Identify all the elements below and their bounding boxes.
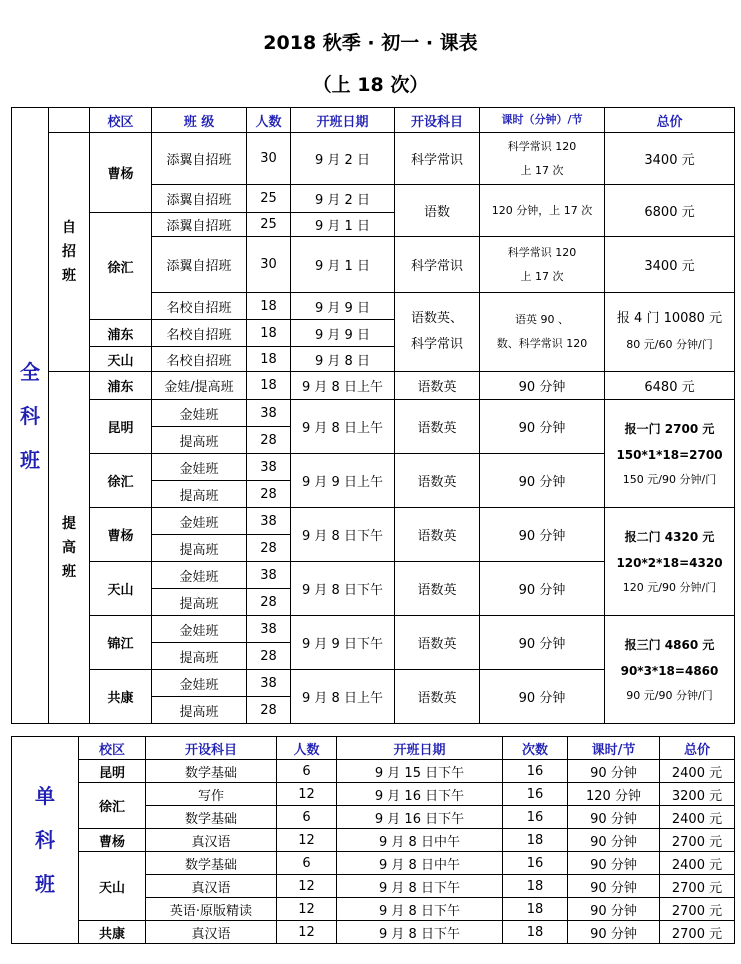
- hours-cell: 90 分钟: [568, 806, 660, 829]
- single-section-label: 单 科 班: [12, 737, 79, 944]
- header-hours: 课时/节: [568, 737, 660, 760]
- campus-cell: 曹杨: [79, 829, 146, 852]
- count-cell: 18: [247, 347, 291, 372]
- subject-cell: 数学基础: [146, 852, 277, 875]
- hours-cell: 90 分钟: [568, 760, 660, 783]
- hours-cell: 90 分钟: [568, 875, 660, 898]
- adv-group-label: 提 高 班: [49, 372, 90, 724]
- hours-cell: 90 分钟: [568, 898, 660, 921]
- class-cell: 名校自招班: [152, 347, 247, 372]
- subject-cell: 语数英、 科学常识: [395, 293, 480, 372]
- class-cell: 金娃班: [152, 508, 247, 535]
- price-cell: 6800 元: [605, 185, 735, 237]
- table-row: [12, 760, 735, 783]
- date-cell: 9 月 8 日: [291, 347, 395, 372]
- count-cell: 28: [247, 589, 291, 616]
- price-cell: 6480 元: [605, 372, 735, 400]
- table-row: [12, 829, 735, 852]
- subject-cell: 语数英: [395, 616, 480, 670]
- class-cell: 金娃班: [152, 616, 247, 643]
- price-cell: 2700 元: [660, 875, 735, 898]
- full-section-label: 全 科 班: [12, 108, 49, 724]
- campus-cell: 共康: [79, 921, 146, 944]
- count-cell: 38: [247, 562, 291, 589]
- count-cell: 25: [247, 213, 291, 237]
- header-price: 总价: [660, 737, 735, 760]
- hours-cell: 90 分钟: [568, 852, 660, 875]
- date-cell: 9 月 9 日下午: [291, 616, 395, 670]
- count-cell: 12: [277, 875, 337, 898]
- class-cell: 金娃班: [152, 454, 247, 481]
- page-subtitle: （上 18 次）: [312, 74, 429, 96]
- hours-cell: 120 分钟，上 17 次: [480, 185, 605, 237]
- price-one-subject: 报一门 2700 元 150*1*18=2700 150 元/90 分钟/门: [605, 400, 735, 508]
- count-cell: 38: [247, 616, 291, 643]
- header-count: 人数: [277, 737, 337, 760]
- price-cell: 3400 元: [605, 237, 735, 293]
- table-row: [12, 616, 735, 643]
- date-cell: 9 月 1 日: [291, 213, 395, 237]
- campus-cell: 曹杨: [90, 508, 152, 562]
- header-count: 人数: [247, 108, 291, 133]
- subject-cell: 英语·原版精读: [146, 898, 277, 921]
- hours-cell: 科学常识 120 上 17 次: [480, 133, 605, 185]
- subject-cell: 写作: [146, 783, 277, 806]
- campus-cell: 天山: [90, 562, 152, 616]
- subject-cell: 数学基础: [146, 760, 277, 783]
- hours-cell: 90 分钟: [480, 372, 605, 400]
- times-cell: 16: [503, 852, 568, 875]
- count-cell: 38: [247, 454, 291, 481]
- count-cell: 28: [247, 697, 291, 724]
- subject-cell: 真汉语: [146, 875, 277, 898]
- hours-cell: 90 分钟: [480, 454, 605, 508]
- header-hours: 课时（分钟）/节: [480, 108, 605, 133]
- count-cell: 6: [277, 852, 337, 875]
- campus-cell: 浦东: [90, 320, 152, 347]
- table-row: [12, 400, 735, 427]
- header-campus: 校区: [79, 737, 146, 760]
- subject-cell: 科学常识: [395, 133, 480, 185]
- class-cell: 金娃班: [152, 400, 247, 427]
- class-cell: 金娃/提高班: [152, 372, 247, 400]
- table-header-row: [12, 737, 735, 760]
- hours-cell: 90 分钟: [480, 400, 605, 454]
- price-cell: 2400 元: [660, 806, 735, 829]
- date-cell: 9 月 8 日上午: [291, 670, 395, 724]
- table-row: [12, 852, 735, 875]
- count-cell: 28: [247, 427, 291, 454]
- price-cell: 3400 元: [605, 133, 735, 185]
- count-cell: 18: [247, 320, 291, 347]
- times-cell: 18: [503, 829, 568, 852]
- count-cell: 25: [247, 185, 291, 213]
- table-row: [12, 133, 735, 185]
- header-start-date: 开班日期: [337, 737, 503, 760]
- count-cell: 30: [247, 133, 291, 185]
- table-row: [12, 783, 735, 806]
- hours-cell: 90 分钟: [480, 670, 605, 724]
- count-cell: 6: [277, 806, 337, 829]
- class-cell: 添翼自招班: [152, 133, 247, 185]
- campus-cell: 曹杨: [90, 133, 152, 213]
- class-cell: 提高班: [152, 697, 247, 724]
- count-cell: 38: [247, 508, 291, 535]
- subject-cell: 语数英: [395, 454, 480, 508]
- count-cell: 12: [277, 783, 337, 806]
- count-cell: 38: [247, 670, 291, 697]
- date-cell: 9 月 16 日下午: [337, 806, 503, 829]
- campus-cell: 锦江: [90, 616, 152, 670]
- date-cell: 9 月 8 日下午: [291, 562, 395, 616]
- date-cell: 9 月 15 日下午: [337, 760, 503, 783]
- subject-cell: 真汉语: [146, 829, 277, 852]
- date-cell: 9 月 8 日中午: [337, 829, 503, 852]
- header-start-date: 开班日期: [291, 108, 395, 133]
- date-cell: 9 月 9 日: [291, 293, 395, 320]
- date-cell: 9 月 8 日下午: [337, 898, 503, 921]
- count-cell: 28: [247, 643, 291, 670]
- class-cell: 提高班: [152, 643, 247, 670]
- date-cell: 9 月 9 日: [291, 320, 395, 347]
- count-cell: 12: [277, 898, 337, 921]
- subject-cell: 语数英: [395, 562, 480, 616]
- date-cell: 9 月 16 日下午: [337, 783, 503, 806]
- class-cell: 添翼自招班: [152, 185, 247, 213]
- single-course-table: [11, 736, 735, 944]
- price-cell: 2400 元: [660, 852, 735, 875]
- page-title: 2018 秋季 · 初一 · 课表: [263, 32, 478, 54]
- date-cell: 9 月 8 日上午: [291, 400, 395, 454]
- price-cell: 2700 元: [660, 921, 735, 944]
- campus-cell: 徐汇: [90, 213, 152, 320]
- campus-cell: 徐汇: [90, 454, 152, 508]
- class-cell: 金娃班: [152, 562, 247, 589]
- count-cell: 30: [247, 237, 291, 293]
- class-cell: 添翼自招班: [152, 213, 247, 237]
- subject-cell: 语数英: [395, 372, 480, 400]
- date-cell: 9 月 8 日下午: [291, 508, 395, 562]
- price-cell: 3200 元: [660, 783, 735, 806]
- count-cell: 28: [247, 481, 291, 508]
- hours-cell: 90 分钟: [568, 829, 660, 852]
- class-cell: 提高班: [152, 427, 247, 454]
- date-cell: 9 月 8 日下午: [337, 921, 503, 944]
- subject-cell: 语数英: [395, 400, 480, 454]
- hours-cell: 语英 90 、 数、科学常识 120: [480, 293, 605, 372]
- subject-cell: 科学常识: [395, 237, 480, 293]
- date-cell: 9 月 2 日: [291, 185, 395, 213]
- hours-cell: 90 分钟: [480, 616, 605, 670]
- count-cell: 12: [277, 921, 337, 944]
- count-cell: 6: [277, 760, 337, 783]
- count-cell: 18: [247, 293, 291, 320]
- class-cell: 添翼自招班: [152, 237, 247, 293]
- campus-cell: 昆明: [90, 400, 152, 454]
- table-header-row: [12, 108, 735, 133]
- count-cell: 12: [277, 829, 337, 852]
- times-cell: 18: [503, 921, 568, 944]
- subject-cell: 真汉语: [146, 921, 277, 944]
- times-cell: 18: [503, 875, 568, 898]
- subject-cell: 语数英: [395, 670, 480, 724]
- header-times: 次数: [503, 737, 568, 760]
- class-cell: 提高班: [152, 481, 247, 508]
- class-cell: 金娃班: [152, 670, 247, 697]
- subject-cell: 语数: [395, 185, 480, 237]
- count-cell: 18: [247, 372, 291, 400]
- price-two-subjects: 报二门 4320 元 120*2*18=4320 120 元/90 分钟/门: [605, 508, 735, 616]
- header-campus: 校区: [90, 108, 152, 133]
- date-cell: 9 月 8 日下午: [337, 875, 503, 898]
- hours-cell: 90 分钟: [480, 562, 605, 616]
- hours-cell: 120 分钟: [568, 783, 660, 806]
- header-price: 总价: [605, 108, 735, 133]
- date-cell: 9 月 8 日上午: [291, 372, 395, 400]
- header-subjects: 开设科目: [395, 108, 480, 133]
- date-cell: 9 月 8 日中午: [337, 852, 503, 875]
- price-three-subjects: 报三门 4860 元 90*3*18=4860 90 元/90 分钟/门: [605, 616, 735, 724]
- times-cell: 18: [503, 898, 568, 921]
- date-cell: 9 月 9 日上午: [291, 454, 395, 508]
- hours-cell: 90 分钟: [568, 921, 660, 944]
- price-cell: 2700 元: [660, 898, 735, 921]
- campus-cell: 昆明: [79, 760, 146, 783]
- self-group-label: 自 招 班: [49, 133, 90, 372]
- class-cell: 提高班: [152, 589, 247, 616]
- times-cell: 16: [503, 760, 568, 783]
- table-row: [12, 508, 735, 535]
- date-cell: 9 月 1 日: [291, 237, 395, 293]
- date-cell: 9 月 2 日: [291, 133, 395, 185]
- count-cell: 38: [247, 400, 291, 427]
- header-subjects: 开设科目: [146, 737, 277, 760]
- campus-cell: 徐汇: [79, 783, 146, 829]
- class-cell: 名校自招班: [152, 320, 247, 347]
- table-row: [12, 921, 735, 944]
- count-cell: 28: [247, 535, 291, 562]
- full-course-table: [11, 107, 735, 724]
- header-class: 班 级: [152, 108, 247, 133]
- campus-cell: 共康: [90, 670, 152, 724]
- price-cell: 2400 元: [660, 760, 735, 783]
- price-cell: 2700 元: [660, 829, 735, 852]
- times-cell: 16: [503, 806, 568, 829]
- times-cell: 16: [503, 783, 568, 806]
- header-blank: [49, 108, 90, 133]
- subject-cell: 语数英: [395, 508, 480, 562]
- hours-cell: 科学常识 120 上 17 次: [480, 237, 605, 293]
- price-cell: 报 4 门 10080 元 80 元/60 分钟/门: [605, 293, 735, 372]
- subject-cell: 数学基础: [146, 806, 277, 829]
- table-row: [12, 372, 735, 400]
- campus-cell: 天山: [79, 852, 146, 921]
- campus-cell: 天山: [90, 347, 152, 372]
- class-cell: 名校自招班: [152, 293, 247, 320]
- class-cell: 提高班: [152, 535, 247, 562]
- campus-cell: 浦东: [90, 372, 152, 400]
- hours-cell: 90 分钟: [480, 508, 605, 562]
